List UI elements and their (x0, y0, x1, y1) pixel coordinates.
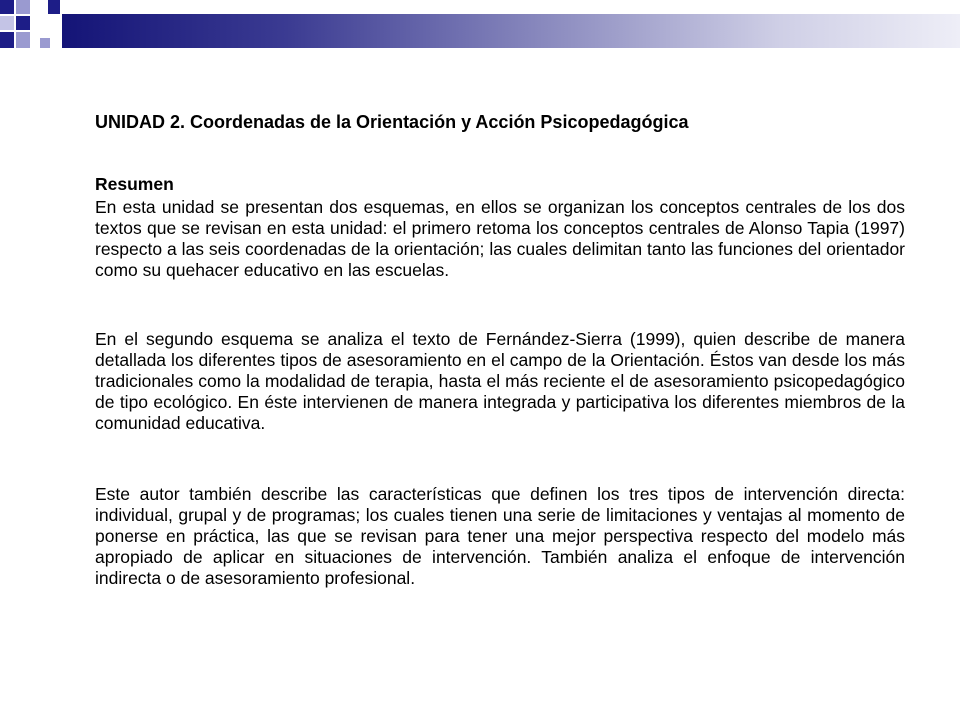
paragraph-3: Este autor también describe las características que definen los tres tipos de intervención directa: individual, grupal y de programas; los cuales tienen una serie de limitaciones y ventajas al momento de ponerse en práctica, las que se revisan para tener una mejor perspectiva respecto del modelo más apropiado de aplicar en situaciones de intervención. También analiza el enfoque de intervención indirecta o de asesoramiento profesional. (95, 484, 905, 588)
gradient-header-bar (62, 14, 960, 48)
decor-square (48, 0, 60, 14)
decor-square (40, 38, 50, 48)
section-heading: Resumen (95, 174, 174, 194)
decor-square (0, 0, 14, 14)
decor-square (32, 0, 46, 14)
slide-title: UNIDAD 2. Coordenadas de la Orientación y Acción Psicopedagógica (95, 112, 689, 132)
decor-square (16, 32, 30, 48)
decor-square (16, 0, 30, 14)
decor-square (16, 16, 30, 30)
paragraph-1: En esta unidad se presentan dos esquemas, en ellos se organizan los conceptos centrales de los dos textos que se revisan en esta unidad: el primero retoma los conceptos centrales de Alonso Tapia (1997) respecto a las seis coordenadas de la orientación; las cuales delimitan tanto las funciones del orientador como su quehacer educativo en las escuelas. (95, 197, 905, 280)
paragraph-2: En el segundo esquema se analiza el texto de Fernández-Sierra (1999), quien describe de manera detallada los diferentes tipos de asesoramiento en el campo de la Orientación. Éstos van desde los más tradicionales como la modalidad de terapia, hasta el más reciente el de asesoramiento psicopedagógico de tipo ecológico. En éste intervienen de manera integrada y participativa los diferentes miembros de la comunidad educativa. (95, 329, 905, 433)
decor-square (0, 16, 14, 30)
decor-square (0, 32, 14, 48)
